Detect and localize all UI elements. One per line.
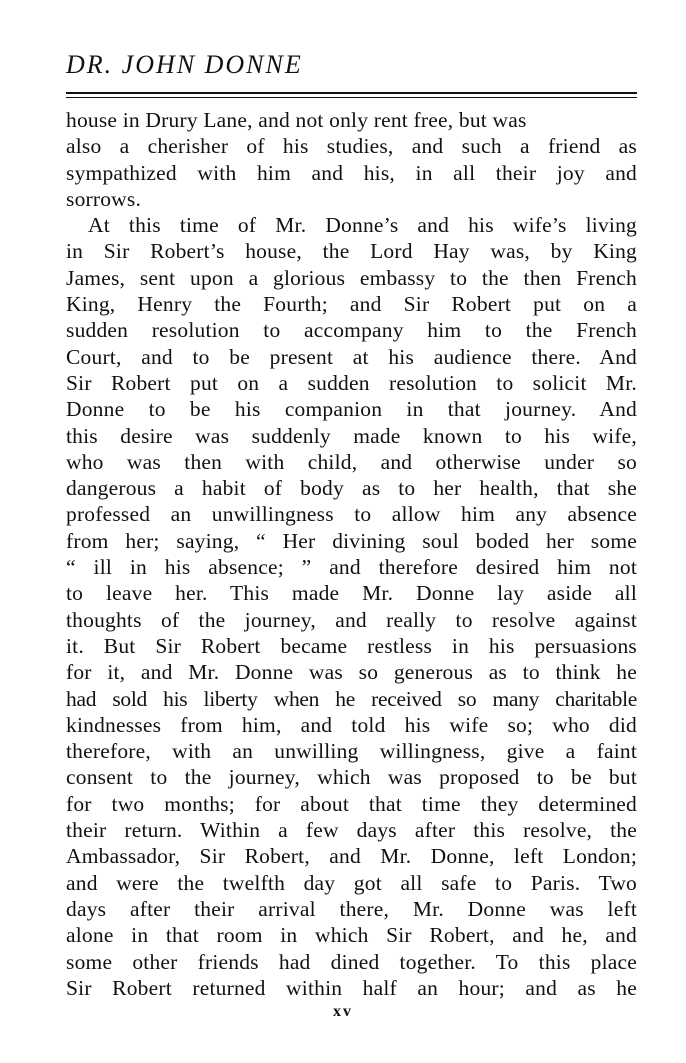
text-line: thoughts of the journey, and really to resolve against: [66, 607, 637, 632]
text-line: to leave her. This made Mr. Donne lay aside all: [66, 581, 637, 606]
text-line: who was then with child, and otherwise under so: [66, 449, 637, 474]
text-line: “ ill in his absence; ” and therefore desired him not: [66, 555, 637, 580]
text-line: had sold his liberty when he received so many charitable: [66, 686, 637, 711]
text-line: also a cherisher of his studies, and such a friend as: [66, 134, 637, 159]
text-line: this desire was suddenly made known to his wife,: [66, 423, 637, 448]
text-line: dangerous a habit of body as to her health, that she: [66, 476, 637, 501]
text-line: Sir Robert returned within half an hour; and as he: [66, 975, 637, 1000]
text-line: from her; saying, “ Her divining soul boded her some: [66, 528, 637, 553]
text-line: alone in that room in which Sir Robert, and he, and: [66, 923, 637, 948]
text-line: kindnesses from him, and told his wife so; who did: [66, 712, 637, 737]
text-line: Court, and to be present at his audience there. And: [66, 344, 637, 369]
text-line: sudden resolution to accompany him to the French: [66, 318, 637, 343]
text-line: consent to the journey, which was proposed to be but: [66, 765, 637, 790]
text-line: in Sir Robert’s house, the Lord Hay was, by King: [66, 239, 637, 264]
text-line: therefore, with an unwilling willingness, give a faint: [66, 739, 637, 764]
text-line: professed an unwillingness to allow him any absence: [66, 502, 637, 527]
running-title: DR. JOHN DONNE: [66, 50, 303, 79]
header-rule-thick: [66, 92, 637, 94]
body-text: [66, 107, 637, 1001]
text-line: sorrows.: [66, 186, 142, 211]
text-line: Sir Robert put on a sudden resolution to solicit Mr.: [66, 370, 637, 395]
text-line: and were the twelfth day got all safe to Paris. Two: [66, 870, 637, 895]
text-line: King, Henry the Fourth; and Sir Robert put on a: [66, 292, 637, 317]
text-line: it. But Sir Robert became restless in his persuasions: [66, 633, 637, 658]
text-line: days after their arrival there, Mr. Donne was left: [66, 896, 637, 921]
text-line: their return. Within a few days after this resolve, the: [66, 818, 637, 843]
text-line: sympathized with him and his, in all their joy and: [66, 160, 637, 185]
text-line: Donne to be his companion in that journey. And: [66, 397, 637, 422]
text-line: At this time of Mr. Donne’s and his wife’s living: [88, 213, 637, 238]
header-rule-thin: [66, 97, 637, 98]
page-number: xv: [333, 1003, 353, 1020]
text-line: house in Drury Lane, and not only rent free, but was: [66, 108, 527, 132]
text-line: Ambassador, Sir Robert, and Mr. Donne, left London;: [66, 844, 637, 869]
text-line: James, sent upon a glorious embassy to the then French: [66, 265, 637, 290]
text-line: some other friends had dined together. To this place: [66, 949, 637, 974]
text-line: for two months; for about that time they determined: [66, 791, 637, 816]
text-line: for it, and Mr. Donne was so generous as to think he: [66, 660, 637, 685]
